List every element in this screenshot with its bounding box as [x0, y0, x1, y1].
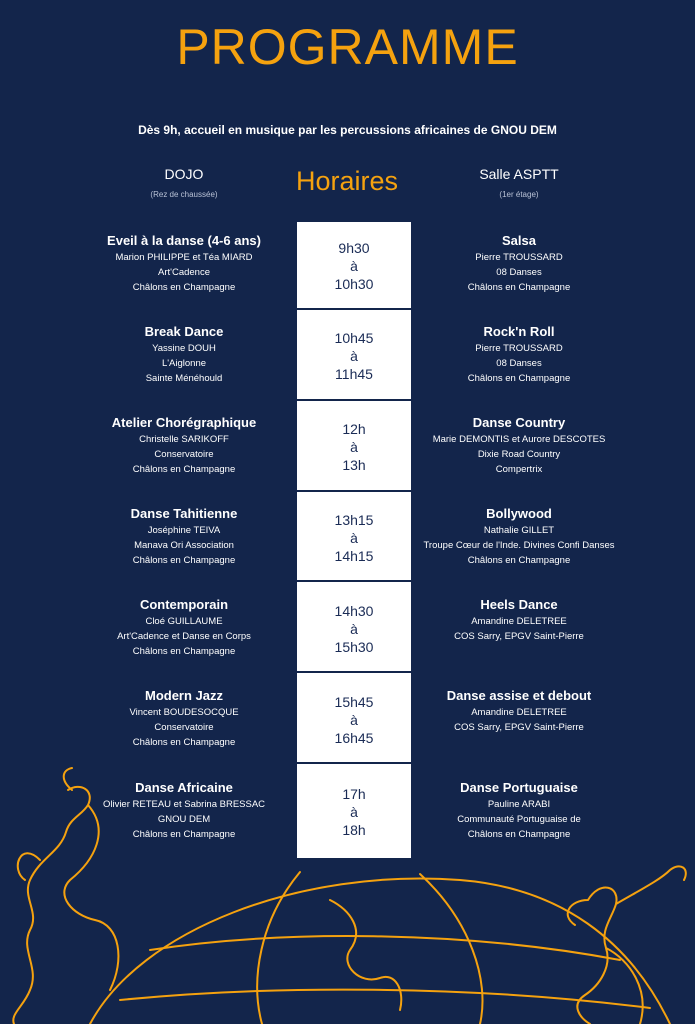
activity-line: COS Sarry, EPGV Saint-Pierre	[454, 631, 584, 642]
globe-latitude-1	[150, 936, 620, 960]
activity-title: Atelier Chorégraphique	[111, 415, 257, 430]
activity-line: Châlons en Champagne	[132, 555, 236, 566]
column-header-salle	[399, 166, 639, 199]
activity-dojo	[59, 687, 309, 750]
activity-line: Sainte Ménéhould	[145, 373, 223, 384]
page-subtitle: Dès 9h, accueil en musique par les percussions africaines de GNOU DEM	[138, 123, 557, 137]
time-separator	[297, 308, 411, 310]
activity-salle	[394, 687, 644, 735]
time-start: 14h30	[334, 603, 374, 619]
activity-line: Art'Cadence	[158, 267, 210, 278]
activity-title: Danse Tahitienne	[130, 506, 238, 521]
activity-salle	[394, 414, 644, 477]
activity-title: Eveil à la danse (4-6 ans)	[107, 233, 261, 248]
activity-line: Art'Cadence et Danse en Corps	[117, 631, 251, 642]
time-end: 15h30	[334, 639, 374, 655]
globe-meridian-1	[257, 872, 300, 1024]
activity-line: Pierre TROUSSARD	[475, 252, 563, 263]
activity-title: Modern Jazz	[144, 688, 223, 703]
activity-line: Châlons en Champagne	[467, 555, 571, 566]
activity-line: L'Aiglonne	[161, 358, 207, 369]
activity-line: Pierre TROUSSARD	[475, 343, 563, 354]
time-sep: à	[350, 258, 358, 274]
activity-dojo	[59, 779, 309, 842]
activity-line: Châlons en Champagne	[132, 737, 236, 748]
time-end: 18h	[342, 822, 366, 838]
time-sep: à	[350, 439, 358, 455]
time-start: 9h30	[338, 240, 370, 256]
activity-title: Heels Dance	[480, 597, 558, 612]
time-start: 17h	[342, 786, 366, 802]
time-separator	[297, 490, 411, 492]
time-separator	[297, 762, 411, 764]
time-start: 10h45	[334, 330, 374, 346]
column-name-dojo: DOJO	[164, 166, 204, 182]
activity-title: Contemporain	[139, 597, 229, 612]
activity-title: Rock'n Roll	[483, 324, 555, 339]
time-start: 12h	[342, 421, 366, 437]
activity-line: COS Sarry, EPGV Saint-Pierre	[454, 722, 584, 733]
activity-line: Châlons en Champagne	[132, 464, 236, 475]
activity-title: Salsa	[502, 233, 536, 248]
activity-salle	[394, 596, 644, 644]
activity-line: Troupe Cœur de l'Inde. Divines Confi Danses	[423, 540, 615, 551]
activity-line: Conservatoire	[154, 449, 214, 460]
activity-line: Cloé GUILLAUME	[145, 616, 223, 627]
activity-dojo	[59, 596, 309, 659]
activity-title: Danse assise et debout	[446, 688, 592, 703]
activity-line: Pauline ARABI	[487, 799, 551, 810]
activity-title: Bollywood	[486, 506, 552, 521]
activity-line: Communauté Portuguaise de	[457, 814, 581, 825]
activity-dojo	[59, 505, 309, 568]
activity-line: Amandine DELETREE	[471, 707, 567, 718]
time-start: 13h15	[334, 512, 374, 528]
activity-line: Christelle SARIKOFF	[139, 434, 229, 445]
activity-line: Châlons en Champagne	[132, 646, 236, 657]
activity-title: Break Dance	[144, 324, 224, 339]
activity-line: Châlons en Champagne	[467, 829, 571, 840]
time-sep: à	[350, 530, 358, 546]
activity-line: 08 Danses	[496, 358, 542, 369]
activity-salle	[394, 505, 644, 568]
column-sub-salle: (1er étage)	[499, 190, 539, 199]
activity-line: Marie DEMONTIS et Aurore DESCOTES	[432, 434, 606, 445]
activity-line: Conservatoire	[154, 722, 214, 733]
activity-line: Vincent BOUDESOCQUE	[129, 707, 239, 718]
column-header-horaires: Horaires	[295, 166, 399, 196]
time-separator	[297, 399, 411, 401]
activity-title: Danse Country	[472, 415, 566, 430]
time-start: 15h45	[334, 694, 374, 710]
activity-line: Olivier RETEAU et Sabrina BRESSAC	[102, 799, 266, 810]
time-end: 10h30	[334, 276, 374, 292]
activity-line: Joséphine TEIVA	[147, 525, 221, 536]
activity-salle	[394, 779, 644, 842]
activity-line: Dixie Road Country	[477, 449, 561, 460]
activity-salle	[394, 232, 644, 295]
continent-outline	[330, 900, 401, 1010]
activity-line: Amandine DELETREE	[471, 616, 567, 627]
activity-line: Châlons en Champagne	[132, 829, 236, 840]
activity-line: Compertrix	[495, 464, 543, 475]
time-sep: à	[350, 804, 358, 820]
activity-line: Manava Ori Association	[134, 540, 234, 551]
activity-dojo	[59, 323, 309, 386]
activity-salle	[394, 323, 644, 386]
column-sub-dojo: (Rez de chaussée)	[150, 190, 218, 199]
activity-line: Châlons en Champagne	[132, 282, 236, 293]
time-sep: à	[350, 712, 358, 728]
activity-title: Danse Africaine	[135, 780, 233, 795]
time-separator	[297, 671, 411, 673]
time-end: 13h	[342, 457, 366, 473]
globe-latitude-2	[120, 990, 650, 1008]
activity-line: Marion PHILIPPE et Téa MIARD	[115, 252, 253, 263]
time-separator	[297, 580, 411, 582]
globe-meridian-2	[420, 874, 483, 1024]
activity-dojo	[59, 414, 309, 477]
activity-line: Yassine DOUH	[152, 343, 216, 354]
activity-line: Châlons en Champagne	[467, 373, 571, 384]
time-end: 16h45	[334, 730, 374, 746]
time-sep: à	[350, 348, 358, 364]
activity-dojo	[59, 232, 309, 295]
activity-line: GNOU DEM	[157, 814, 211, 825]
time-sep: à	[350, 621, 358, 637]
page-title: PROGRAMME	[176, 19, 519, 75]
activity-title: Danse Portuguaise	[460, 780, 578, 795]
time-end: 11h45	[335, 366, 373, 382]
activity-line: Châlons en Champagne	[467, 282, 571, 293]
time-end: 14h15	[334, 548, 374, 564]
activity-line: Nathalie GILLET	[483, 525, 555, 536]
activity-line: 08 Danses	[496, 267, 542, 278]
column-header-dojo	[64, 166, 304, 199]
column-name-salle: Salle ASPTT	[479, 166, 559, 182]
